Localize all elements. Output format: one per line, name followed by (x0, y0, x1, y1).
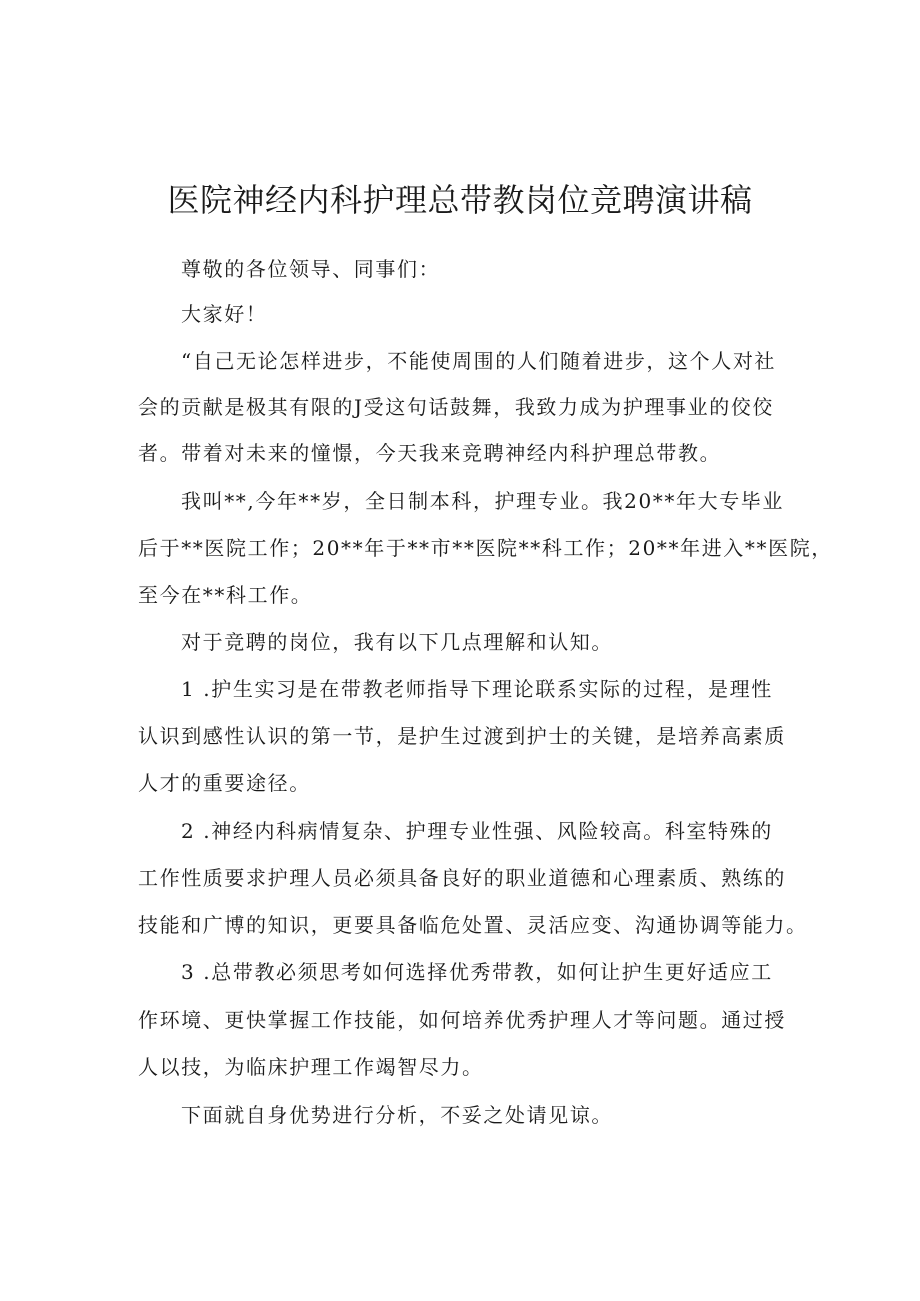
text-line-greeting: 大家好！ (181, 302, 268, 326)
text-line: 1 .护生实习是在带教老师指导下理论联系实际的过程，是理性 (181, 677, 773, 701)
text-line: 对于竞聘的岗位，我有以下几点理解和认知。 (181, 630, 613, 654)
text-line: 我叫**,今年**岁，全日制本科，护理专业。我20**年大专毕业 (181, 489, 785, 513)
text-line: 者。带着对未来的憧憬，今天我来竞聘神经内科护理总带教。 (138, 441, 722, 465)
text-line: 作环境、更快掌握工作技能，如何培养优秀护理人才等问题。通过授 (138, 1008, 786, 1032)
text-line: 认识到感性认识的第一节，是护生过渡到护士的关键，是培养高素质 (138, 724, 786, 748)
text-line: 会的贡献是极其有限的J受这句话鼓舞，我致力成为护理事业的佼佼 (138, 395, 775, 419)
text-line: 下面就自身优势进行分析，不妥之处请见谅。 (181, 1103, 613, 1127)
text-line: “自己无论怎样进步，不能使周围的人们随着进步，这个人对社 (181, 349, 777, 373)
text-line: 技能和广博的知识，更要具备临危处置、灵活应变、沟通协调等能力。 (138, 913, 808, 937)
text-line-salutation: 尊敬的各位领导、同事们： (181, 257, 441, 281)
text-line: 3 .总带教必须思考如何选择优秀带教，如何让护生更好适应工 (181, 960, 773, 984)
text-line: 人以技，为临床护理工作竭智尽力。 (138, 1055, 484, 1079)
text-line: 至今在**科工作。 (138, 583, 313, 607)
text-line: 工作性质要求护理人员必须具备良好的职业道德和心理素质、熟练的 (138, 866, 786, 890)
text-line: 2 .神经内科病情复杂、护理专业性强、风险较高。科室特殊的 (181, 819, 773, 843)
document-title: 医院神经内科护理总带教岗位竞聘演讲稿 (167, 181, 753, 219)
text-line: 后于**医院工作；20**年于**市**医院**科工作；20**年进入**医院， (138, 536, 833, 560)
text-line: 人才的重要途径。 (138, 771, 311, 795)
